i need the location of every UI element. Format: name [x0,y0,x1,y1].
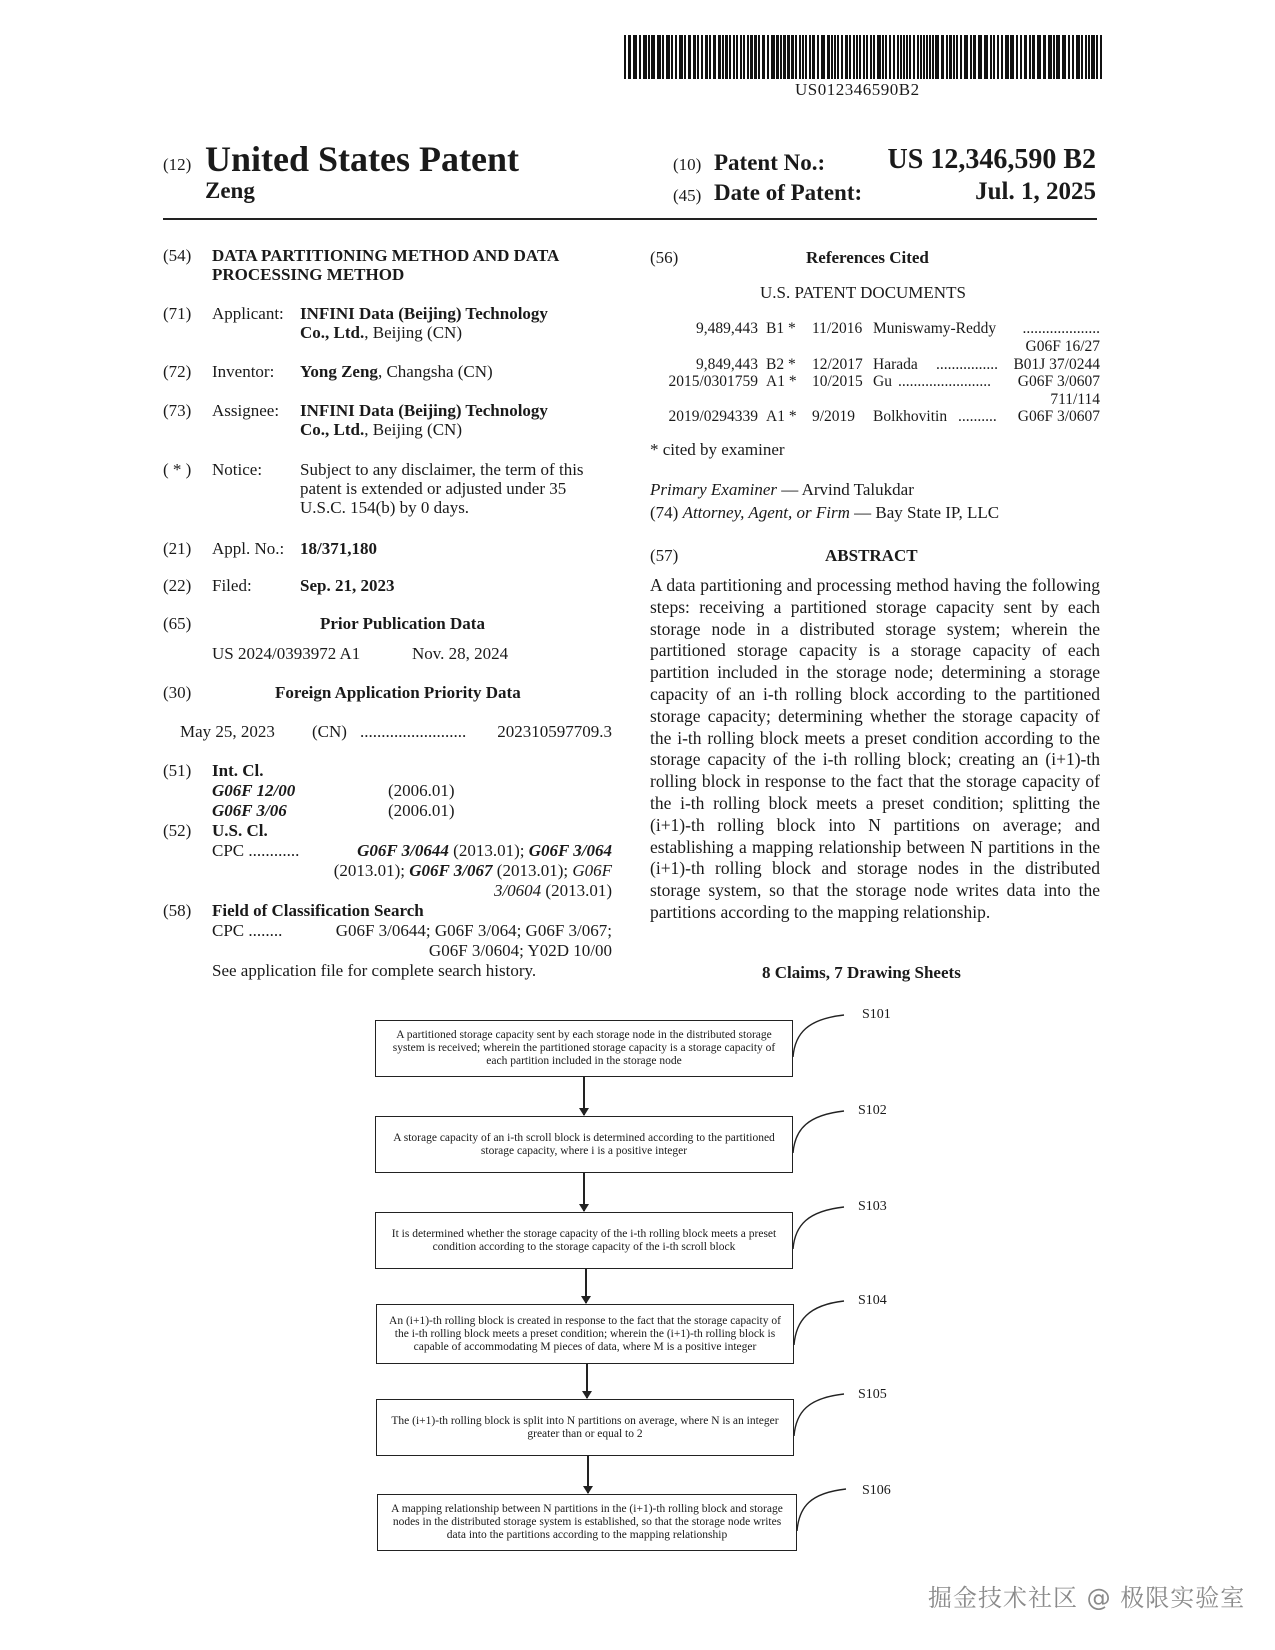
code-73: (73) [163,401,192,420]
barcode-bar [662,35,664,79]
ref-number: 2019/0294339 [668,408,758,425]
flow-step-label: S103 [858,1199,887,1214]
barcode-bar [639,35,641,79]
code-21: (21) [163,539,192,558]
int-cl-version-1: (2006.01) [388,781,455,800]
abstract-heading: ABSTRACT [825,546,918,565]
us-cl-class-3: G06F 3/067 [409,861,493,880]
prior-publication-heading: Prior Publication Data [320,614,485,633]
barcode-bar [679,35,683,79]
barcode-bar [666,35,670,79]
code-71: (71) [163,304,192,323]
notice-text [300,460,584,517]
ref-name: Bolkhovitin [873,408,948,425]
barcode-bar [978,35,982,79]
barcode-bar [856,35,858,79]
barcode-bar [1100,35,1102,79]
barcode-bar [783,35,786,79]
patent-number: US 12,346,590 B2 [887,144,1096,175]
code-57: (57) [650,546,679,565]
barcode-bar [837,35,839,79]
us-cl-version-2: (2013.01); [333,861,410,880]
barcode-bar [648,35,650,79]
flow-step-label: S105 [858,1387,887,1402]
barcode-bar [827,35,830,79]
assignee-name-line1: INFINI Data (Beijing) Technology [300,401,548,420]
barcode-bar [688,35,691,79]
barcode-bar [718,35,721,79]
field-search-heading: Field of Classification Search [212,901,424,920]
field-search-line1: G06F 3/0644; G06F 3/064; G06F 3/067; [335,921,612,940]
notice-line1: Subject to any disclaimer, the term of this [300,460,584,479]
barcode-bar [780,35,782,79]
code-10: (10) [673,155,702,174]
barcode-bar [750,35,753,79]
inventor-surname: Zeng [205,178,255,203]
inventor-value [300,362,493,382]
barcode-bar [743,35,745,79]
foreign-priority-heading: Foreign Application Priority Data [275,683,521,702]
flow-step-box: A storage capacity of an i-th scroll block is determined according to the partitioned storage capacity, where i is a positive integer [375,1116,793,1173]
barcode-bar [1076,35,1080,79]
int-cl-version-2: (2006.01) [388,801,455,820]
filed-label: Filed: [212,576,252,595]
ref-dots: ........................ [898,373,991,390]
abstract-text: A data partitioning and processing method having the following steps: receiving a partitioned storage capacity sent by each storage node in a distributed storage system; wherein the partitioned storage capacity is a storage capacity of each partition included in the storage node; determining a storage capacity of an i-th rolling block according to the partitioned storage capacity; determining whether the storage capacity of the i-th rolling block meets a preset condition according to the storage capacity of the i-th rolling block; creating an (i+1)-th rolling block in response to the fact that the storage capacity of the i-th rolling block meets a preset condition; splitting the (i+1)-th rolling block into N partitions on average; and establishing a mapping relationship between N partitions in the (i+1)-th rolling block and storage nodes in the distributed storage system, so that the storage node writes data into the partitions according to the mapping relationship. [650,575,1100,922]
flow-arrow [585,1269,587,1303]
us-cl-cpc-label: CPC [212,841,245,860]
barcode-bar [805,35,807,79]
barcode-bar [733,35,735,79]
ref-date: 10/2015 [812,373,863,390]
barcode-bar [897,35,899,79]
us-cl-class-4a: G06F [572,861,612,880]
ref-class: B01J 37/0244 [1013,356,1100,373]
barcode-bar [990,35,992,79]
barcode-bar [747,35,749,79]
barcode-bar [941,35,944,79]
barcode-bar [651,35,655,79]
attorney [650,503,999,523]
barcode-bar [776,35,779,79]
barcode-bar [809,35,811,79]
barcode-bar [722,35,724,79]
applicant-label: Applicant: [212,304,284,323]
us-cl-version-4: (2013.01) [541,881,612,900]
barcode-bar [906,35,908,79]
flow-step-box: The (i+1)-th rolling block is split into N partitions on average, where N is an integer greater than or equal to 2 [376,1399,794,1456]
date-label: Date of Patent: [714,180,863,205]
barcode-bar [863,35,865,79]
us-cl-version-1: (2013.01); [448,841,529,860]
barcode-bar [870,35,872,79]
notice-line3: U.S.C. 154(b) by 0 days. [300,498,470,517]
barcode-bar [633,35,637,79]
ref-number: 9,849,443 [696,356,758,373]
code-notice: ( * ) [163,460,192,479]
leader-line [793,1015,844,1057]
barcode-bar [841,35,843,79]
barcode-bar [877,35,881,79]
barcode-bar [1085,35,1087,79]
assignee-name-line2: Co., Ltd. [300,420,365,439]
claims-summary: 8 Claims, 7 Drawing Sheets [762,963,961,982]
ref-number: 9,489,443 [696,320,758,337]
barcode-bar [926,35,928,79]
reference-row [640,356,1100,373]
us-cl-heading: U.S. Cl. [212,821,268,840]
primary-examiner [650,480,914,500]
field-search-dots: ........ [248,921,283,940]
ref-class-secondary: 711/114 [1050,391,1100,408]
field-search-cpc [212,921,612,981]
barcode-bar [849,35,851,79]
barcode-bar [736,35,738,79]
us-cl-class-4b: 3/0604 [493,881,542,900]
flow-step-label: S106 [862,1483,891,1498]
patent-date: Jul. 1, 2025 [975,178,1096,205]
flow-arrow [586,1364,588,1398]
field-search-line2: G06F 3/0604; Y02D 10/00 [428,941,612,960]
int-cl-class-2: G06F 3/06 [212,801,287,820]
ref-dots: .................... [1022,320,1100,337]
applicant-value [300,304,548,342]
barcode-bar [624,35,626,79]
barcode-bar [729,35,731,79]
barcode-bar [929,35,931,79]
flow-arrow [587,1456,589,1493]
ref-class: G06F 3/0607 [1017,408,1100,425]
barcode-bar [913,35,915,79]
barcode-bar [1024,35,1027,79]
patent-type-title: United States Patent [205,139,519,179]
code-56: (56) [650,248,679,267]
barcode-bar [993,35,995,79]
field-search-line3: See application file for complete search history. [212,961,537,980]
prior-pub-number: US 2024/0393972 A1 [212,644,361,663]
ref-kind: A1 * [766,373,797,390]
barcode-bar [725,35,728,79]
ref-date: 12/2017 [812,356,863,373]
barcode-bar [970,35,972,79]
priority-country: (CN) [312,722,347,741]
attorney-label: Attorney, Agent, or Firm [682,503,850,522]
barcode-bar [1005,35,1009,79]
barcode-bar [1062,35,1066,79]
barcode-bar [1032,35,1035,79]
assignee-value [300,401,548,439]
priority-number: 202310597709.3 [497,722,612,741]
barcode-bar [657,35,661,79]
barcode-bar [831,35,833,79]
barcode-bar [923,35,925,79]
flow-step-label: S102 [858,1103,887,1118]
barcode-bar [845,35,848,79]
barcode-bar [713,35,716,79]
barcode-bar [1088,35,1090,79]
barcode-bar [1056,35,1060,79]
barcode-bar [709,35,711,79]
inventor-name: Yong Zeng [300,362,378,381]
barcode-bar [866,35,868,79]
appl-no-value: 18/371,180 [300,539,377,558]
us-cl-cpc [212,841,612,901]
ref-date: 9/2019 [812,408,856,425]
code-58: (58) [163,901,192,920]
int-cl-heading: Int. Cl. [212,761,264,780]
reference-row [640,373,1100,408]
code-72: (72) [163,362,192,381]
barcode-bar [684,35,686,79]
prior-pub-date: Nov. 28, 2024 [412,644,509,663]
code-51: (51) [163,761,192,780]
us-cl-version-3: (2013.01); [492,861,573,880]
ref-date: 11/2016 [812,320,863,337]
barcode-bar [920,35,922,79]
notice-label: Notice: [212,460,263,479]
assignee-label: Assignee: [212,401,280,420]
invention-title-line2: PROCESSING METHOD [212,265,405,284]
ref-class: G06F 3/0607 [1017,373,1100,390]
flow-step-box: A mapping relationship between N partitions in the (i+1)-th rolling block and storage nodes in the distributed storage system is established, so that the storage node writes data into the partitions according to the mapping relationship [377,1494,797,1551]
reference-row [640,408,1100,425]
code-30: (30) [163,683,192,702]
barcode-bar [900,35,902,79]
barcode-bar [1029,35,1031,79]
ref-kind: A1 * [766,408,797,425]
field-search-cpc-label: CPC [212,921,245,940]
priority-date: May 25, 2023 [180,722,275,741]
invention-title [212,246,559,284]
code-52: (52) [163,821,192,840]
ref-dots: ................ [936,356,998,373]
barcode-bar [997,35,999,79]
barcode-bar [1043,35,1046,79]
header-rule [163,218,1097,220]
us-patent-documents-heading: U.S. PATENT DOCUMENTS [760,283,966,302]
applicant-name-line2: Co., Ltd. [300,323,365,342]
leader-line [793,1111,844,1153]
barcode-bar [791,35,794,79]
applicant-location: , Beijing (CN) [364,323,462,342]
barcode-bar [1020,35,1022,79]
ref-kind: B2 * [766,356,796,373]
barcode-bar [953,35,955,79]
barcode-bar [859,35,861,79]
barcode-bar [834,35,836,79]
barcode-number: US012346590B2 [795,80,920,99]
barcode-bar [956,35,958,79]
barcode-bar [693,35,696,79]
reference-list [640,320,1100,425]
barcode-bar [885,35,887,79]
barcode-bar [812,35,815,79]
reference-row [640,320,1100,356]
barcode-bar [1048,35,1052,79]
barcode-bar [771,35,775,79]
barcode-bar [1037,35,1041,79]
code-65: (65) [163,614,192,633]
barcode-bar [964,35,968,79]
patent-no-label: Patent No.: [714,150,826,175]
barcode-bar [758,35,760,79]
barcode-bar [932,35,934,79]
watermark: 掘金技术社区 @ 极限实验室 [928,1584,1246,1612]
ref-number: 2015/0301759 [668,373,758,390]
flow-step-box: An (i+1)-th rolling block is created in response to the fact that the storage capacity of the i-th rolling block meets a preset condition; wherein the (i+1)-th rolling block is capable of accommodating M pieces of data, where M is a positive integer [376,1304,794,1364]
code-22: (22) [163,576,192,595]
cited-by-examiner-note: * cited by examiner [650,440,785,459]
barcode-bar [817,35,819,79]
barcode-bar [799,35,801,79]
ref-dots: .......... [958,408,997,425]
ref-kind: B1 * [766,320,796,337]
barcode-bar [1001,35,1003,79]
barcode-bar [893,35,895,79]
code-12: (12) [163,155,192,174]
barcode-bar [1081,35,1083,79]
code-74: (74) [650,503,679,522]
barcode-bar [909,35,911,79]
attorney-name: — Bay State IP, LLC [849,503,1000,522]
references-heading: References Cited [806,248,929,267]
barcode-bar [1068,35,1070,79]
leader-line [794,1394,844,1436]
barcode-bar [882,35,884,79]
applicant-name-line1: INFINI Data (Beijing) Technology [300,304,548,323]
notice-line2: patent is extended or adjusted under 35 [300,479,567,498]
assignee-location: , Beijing (CN) [364,420,462,439]
ref-class: G06F 16/27 [1025,338,1100,355]
flow-step-box: A partitioned storage capacity sent by each storage node in the distributed storage system is received; wherein the partitioned storage capacity is a storage capacity of each partition included in the storage node [375,1020,793,1077]
us-cl-class-2: G06F 3/064 [528,841,612,860]
barcode-bar [960,35,962,79]
barcode-bars [624,35,1104,79]
leader-line [797,1489,846,1531]
us-cl-class-1: G06F 3/0644 [357,841,449,860]
barcode-bar [787,35,790,79]
barcode-bar [628,35,631,79]
barcode-bar [1010,35,1014,79]
flow-arrow [583,1173,585,1211]
barcode-bar [935,35,939,79]
flow-arrow [583,1077,585,1115]
barcode-bar [754,35,757,79]
barcode-bar [762,35,765,79]
code-45: (45) [673,186,702,205]
barcode-bar [889,35,891,79]
flow-step-label: S104 [858,1293,887,1308]
barcode-bar [740,35,742,79]
invention-title-line1: DATA PARTITIONING METHOD AND DATA [212,246,560,265]
barcode-bar [1072,35,1074,79]
barcode-bar [821,35,825,79]
primary-examiner-name: — Arvind Talukdar [777,480,914,499]
barcode-bar [853,35,855,79]
int-cl-class-1: G06F 12/00 [212,781,296,800]
ref-name: Gu [873,373,892,390]
ref-name: Muniswamy-Reddy [873,320,997,337]
primary-examiner-label: Primary Examiner [650,480,778,499]
barcode [624,35,1104,79]
flow-step-box: It is determined whether the storage capacity of the i-th rolling block meets a preset condition according to the storage capacity of the i-th scroll block [375,1212,793,1269]
priority-dots: ......................... [360,722,467,741]
barcode-bar [903,35,905,79]
barcode-bar [697,35,699,79]
inventor-label: Inventor: [212,362,275,381]
barcode-bar [973,35,976,79]
appl-no-label: Appl. No.: [212,539,285,558]
flow-step-label: S101 [862,1007,891,1022]
barcode-bar [671,35,673,79]
leader-line [794,1301,844,1345]
barcode-bar [767,35,769,79]
barcode-bar [795,35,797,79]
barcode-bar [1053,35,1055,79]
barcode-bar [873,35,875,79]
us-cl-dots: ............ [248,841,300,860]
barcode-bar [643,35,647,79]
flow-leader-lines [780,1005,900,1565]
filed-value: Sep. 21, 2023 [300,576,395,595]
leader-line [793,1207,844,1249]
barcode-bar [917,35,919,79]
barcode-bar [949,35,952,79]
barcode-bar [1096,35,1098,79]
inventor-location: , Changsha (CN) [377,362,493,381]
barcode-bar [705,35,708,79]
barcode-bar [802,35,804,79]
code-54: (54) [163,246,192,265]
barcode-bar [701,35,703,79]
barcode-bar [1016,35,1018,79]
barcode-bar [984,35,988,79]
barcode-bar [1091,35,1095,79]
ref-name: Harada [873,356,918,373]
barcode-bar [946,35,948,79]
barcode-bar [675,35,677,79]
